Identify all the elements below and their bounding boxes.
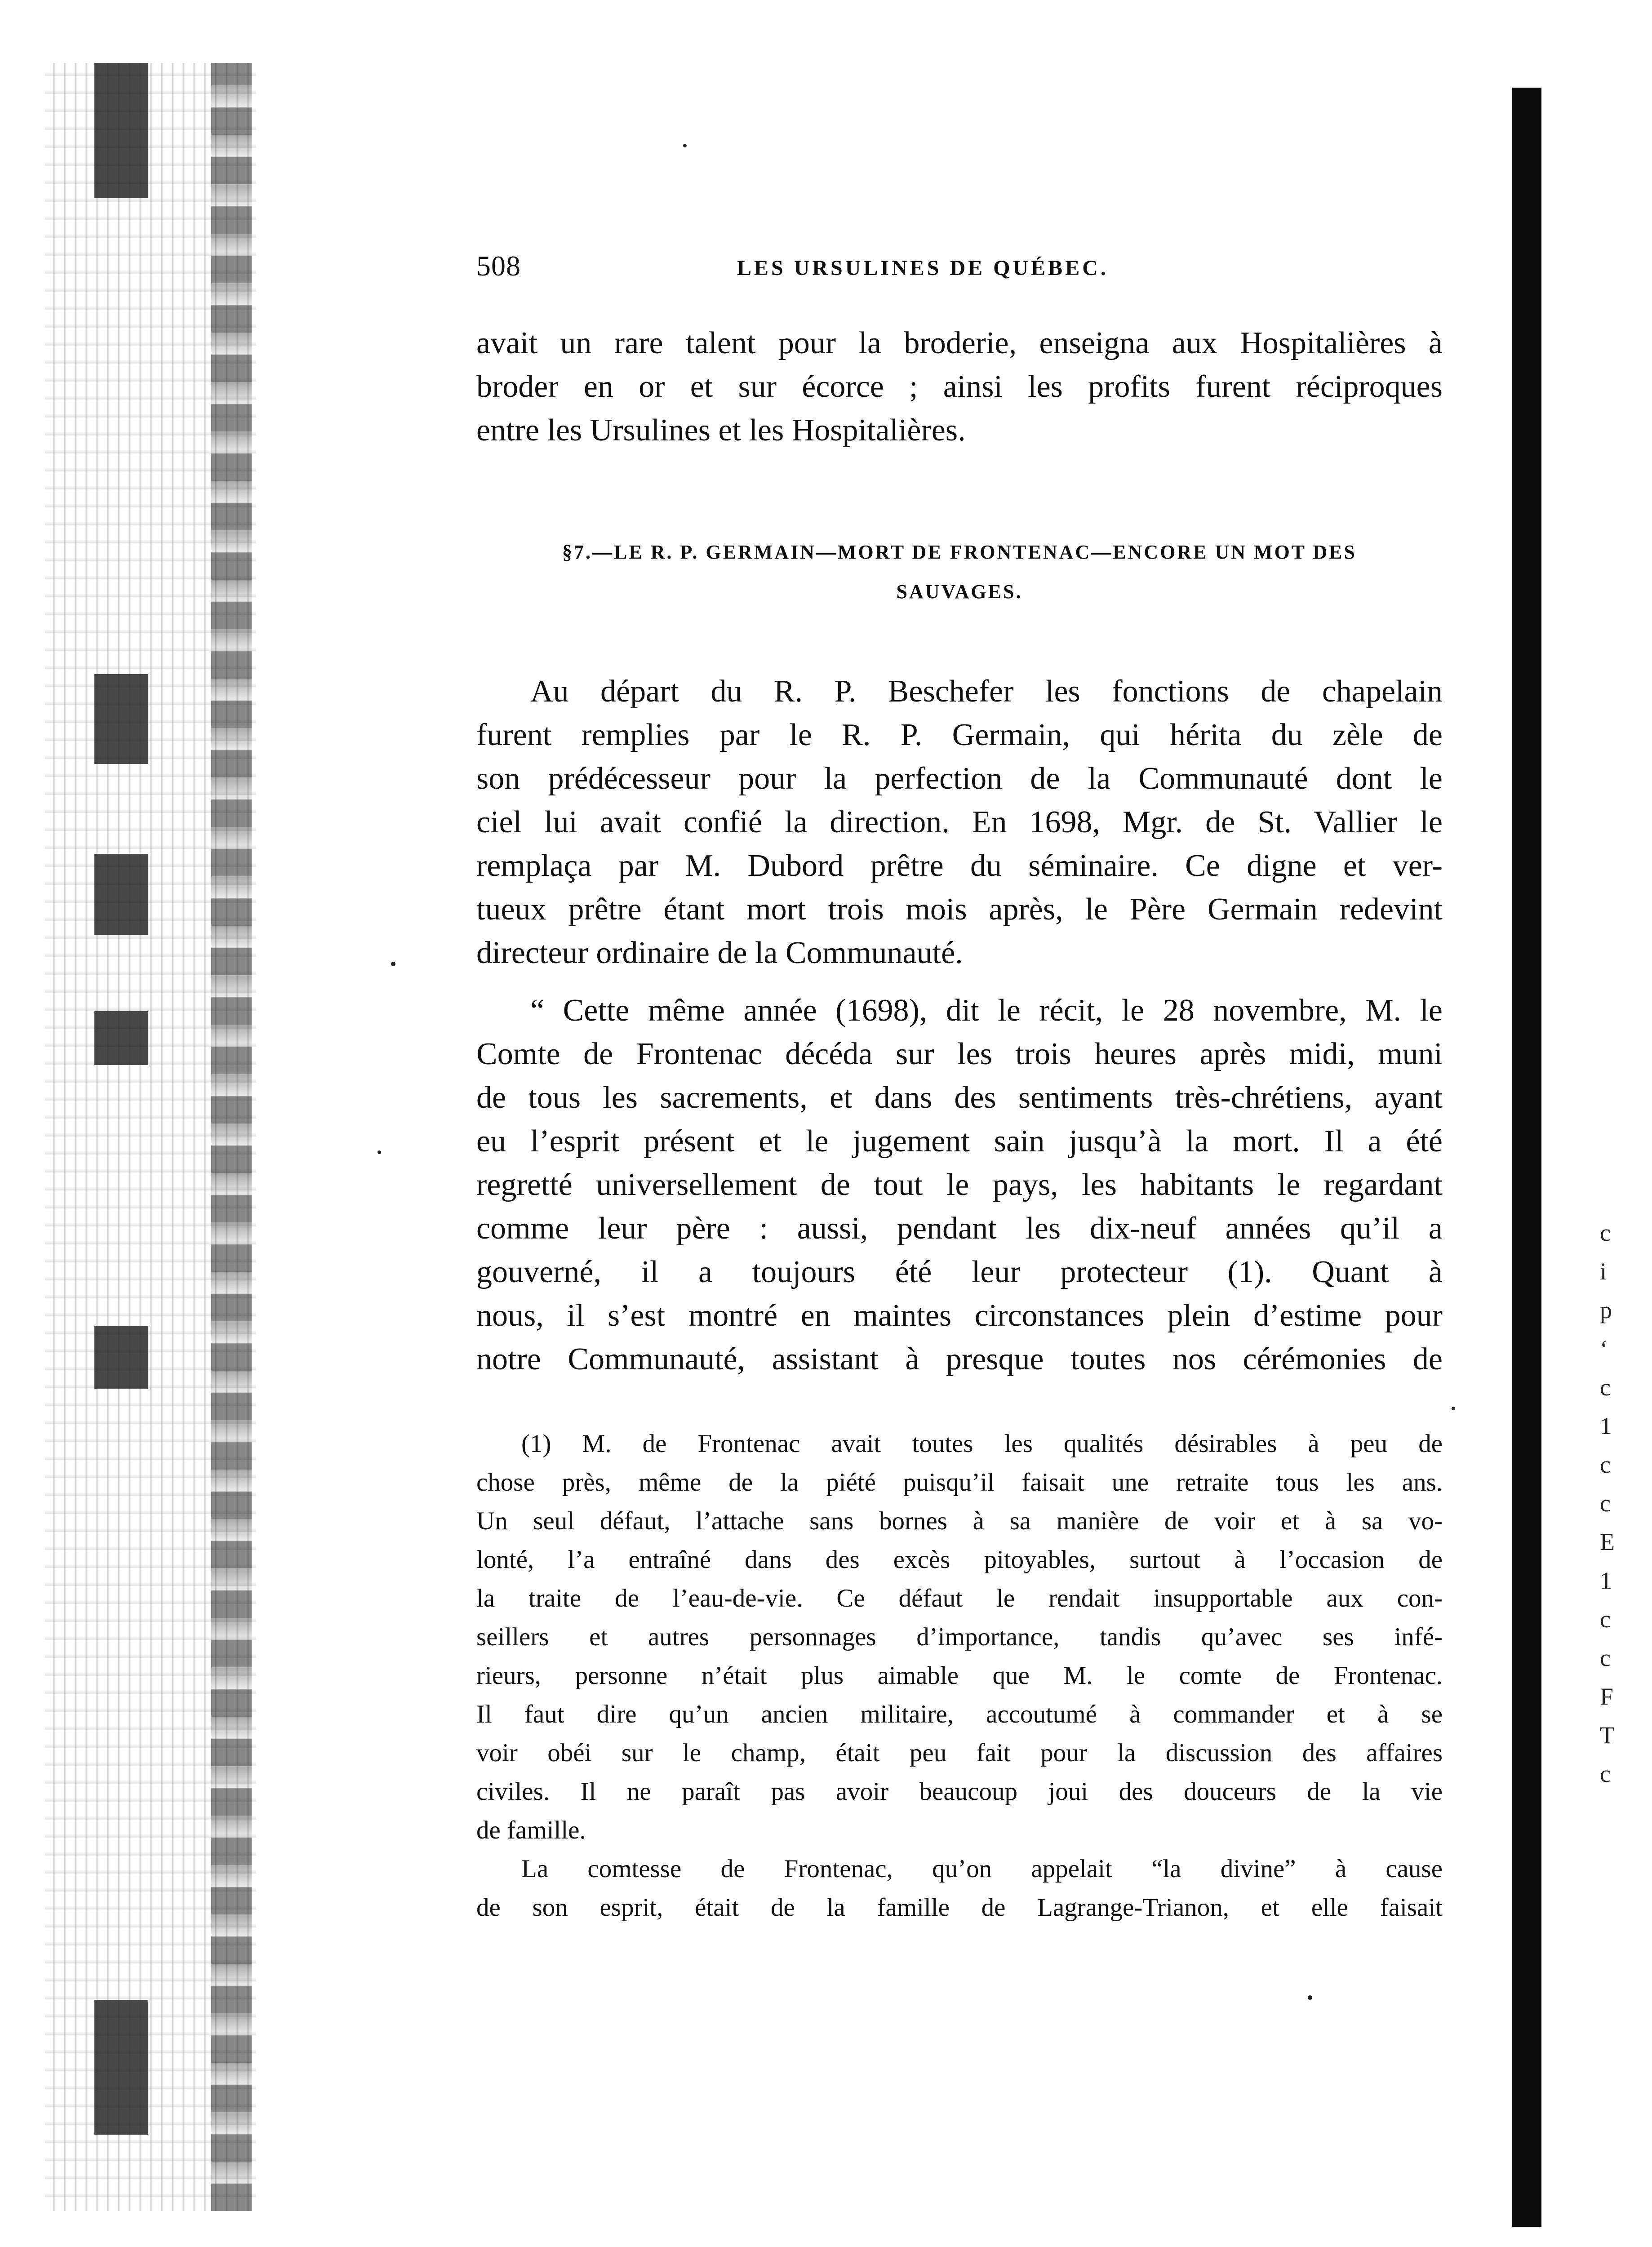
margin-fragment: c xyxy=(1600,1644,1611,1671)
ink-speck xyxy=(683,144,687,147)
text-line: son prédécesseur pour la perfection de la Communauté dont le xyxy=(476,761,1443,796)
heading-line: SAUVAGES. xyxy=(896,581,1023,603)
continuation-paragraph xyxy=(476,321,1443,452)
binding-mark xyxy=(94,2000,148,2135)
ink-speck xyxy=(1452,1407,1455,1410)
running-header xyxy=(476,249,1443,290)
text-line: eu l’esprit présent et le jugement sain jusqu’à la mort. Il a été xyxy=(476,1124,1443,1159)
margin-fragment: c xyxy=(1600,1219,1611,1246)
margin-fragment: 1 xyxy=(1600,1412,1612,1439)
footnote xyxy=(476,1425,1443,1927)
margin-fragment: ‘ xyxy=(1600,1335,1608,1362)
binding-mark xyxy=(94,1011,148,1065)
margin-fragment: c xyxy=(1600,1451,1611,1478)
footnote-line: Il faut dire qu’un ancien militaire, accoutumé à commander et à se xyxy=(476,1700,1443,1728)
footnote-line: chose près, même de la piété puisqu’il faisait une retraite tous les ans. xyxy=(476,1468,1443,1497)
margin-fragment: c xyxy=(1600,1490,1611,1517)
facing-page-fragments xyxy=(1600,1213,1640,1793)
text-line: directeur ordinaire de la Communauté. xyxy=(476,936,963,970)
binding-mark xyxy=(94,854,148,935)
text-line: regretté universellement de tout le pays, les habitants le regardant xyxy=(476,1168,1443,1202)
margin-fragment: F xyxy=(1600,1683,1614,1710)
running-title: LES URSULINES DE QUÉBEC. xyxy=(737,256,1109,280)
right-page-edge xyxy=(1512,88,1541,2227)
ink-speck xyxy=(1308,1995,1312,2000)
text-line: Comte de Frontenac décéda sur les trois heures après midi, muni xyxy=(476,1037,1443,1071)
text-line: tueux prêtre étant mort trois mois après, le Père Germain redevint xyxy=(476,892,1443,927)
text-line: furent remplies par le R. P. Germain, qui hérita du zèle de xyxy=(476,718,1443,752)
footnote-line: La comtesse de Frontenac, qu’on appelait “la divine” à cause xyxy=(521,1855,1443,1883)
text-line: “ Cette même année (1698), dit le récit, le 28 novembre, M. le xyxy=(530,993,1443,1028)
paragraph-2 xyxy=(476,989,1443,1381)
text-line: entre les Ursulines et les Hospitalières. xyxy=(476,413,966,448)
margin-fragment: E xyxy=(1600,1528,1615,1555)
footnote-line: rieurs, personne n’était plus aimable que M. le comte de Frontenac. xyxy=(476,1661,1443,1690)
margin-fragment: p xyxy=(1600,1297,1612,1323)
margin-fragment: c xyxy=(1600,1606,1611,1633)
margin-fragment: i xyxy=(1600,1258,1607,1285)
text-line: Au départ du R. P. Beschefer les fonctions de chapelain xyxy=(530,674,1443,709)
binding-mark xyxy=(94,674,148,764)
footnote-line: la traite de l’eau-de-vie. Ce défaut le rendait insupportable aux con- xyxy=(476,1584,1443,1612)
text-line: remplaça par M. Dubord prêtre du séminaire. Ce digne et ver- xyxy=(476,848,1443,883)
margin-fragment: c xyxy=(1600,1374,1611,1401)
footnote-line: civiles. Il ne paraît pas avoir beaucoup joui des douceurs de la vie xyxy=(476,1777,1443,1806)
text-line: de tous les sacrements, et dans des sentiments très-chrétiens, ayant xyxy=(476,1080,1443,1115)
ink-speck xyxy=(391,962,395,966)
footnote-line: Un seul défaut, l’attache sans bornes à sa manière de voir et à sa vo- xyxy=(476,1507,1443,1535)
text-line: nous, il s’est montré en maintes circonstances plein d’estime pour xyxy=(476,1298,1443,1333)
margin-fragment: c xyxy=(1600,1760,1611,1787)
text-line: ciel lui avait confié la direction. En 1698, Mgr. de St. Vallier le xyxy=(476,805,1443,839)
binding-edge xyxy=(211,63,252,2211)
paragraph-1 xyxy=(476,670,1443,975)
margin-fragment: T xyxy=(1600,1722,1615,1749)
binding-mark xyxy=(94,63,148,198)
margin-fragment: 1 xyxy=(1600,1567,1612,1594)
binding-mark xyxy=(94,1326,148,1389)
footnote-line: voir obéi sur le champ, était peu fait pour la discussion des affaires xyxy=(476,1739,1443,1767)
text-line: broder en or et sur écorce ; ainsi les profits furent réciproques xyxy=(476,369,1443,404)
text-line: notre Communauté, assistant à presque toutes nos cérémonies de xyxy=(476,1342,1443,1377)
text-line: gouverné, il a toujours été leur protecteur (1). Quant à xyxy=(476,1255,1443,1289)
footnote-line: de son esprit, était de la famille de Lagrange-Trianon, et elle faisait xyxy=(476,1893,1443,1922)
heading-line: §7.—LE R. P. GERMAIN—MORT DE FRONTENAC—ENCORE UN MOT DES xyxy=(562,541,1357,563)
text-line: comme leur père : aussi, pendant les dix-neuf années qu’il a xyxy=(476,1211,1443,1246)
section-heading xyxy=(476,533,1443,612)
text-line: avait un rare talent pour la broderie, enseigna aux Hospitalières à xyxy=(476,326,1443,360)
footnote-line: (1) M. de Frontenac avait toutes les qualités désirables à peu de xyxy=(521,1430,1443,1458)
ink-speck xyxy=(377,1150,381,1154)
footnote-line: de famille. xyxy=(476,1816,586,1844)
footnote-line: lonté, l’a entraîné dans des excès pitoyables, surtout à l’occasion de xyxy=(476,1545,1443,1574)
page-number: 508 xyxy=(476,250,521,282)
footnote-line: seillers et autres personnages d’importance, tandis qu’avec ses infé- xyxy=(476,1623,1443,1651)
